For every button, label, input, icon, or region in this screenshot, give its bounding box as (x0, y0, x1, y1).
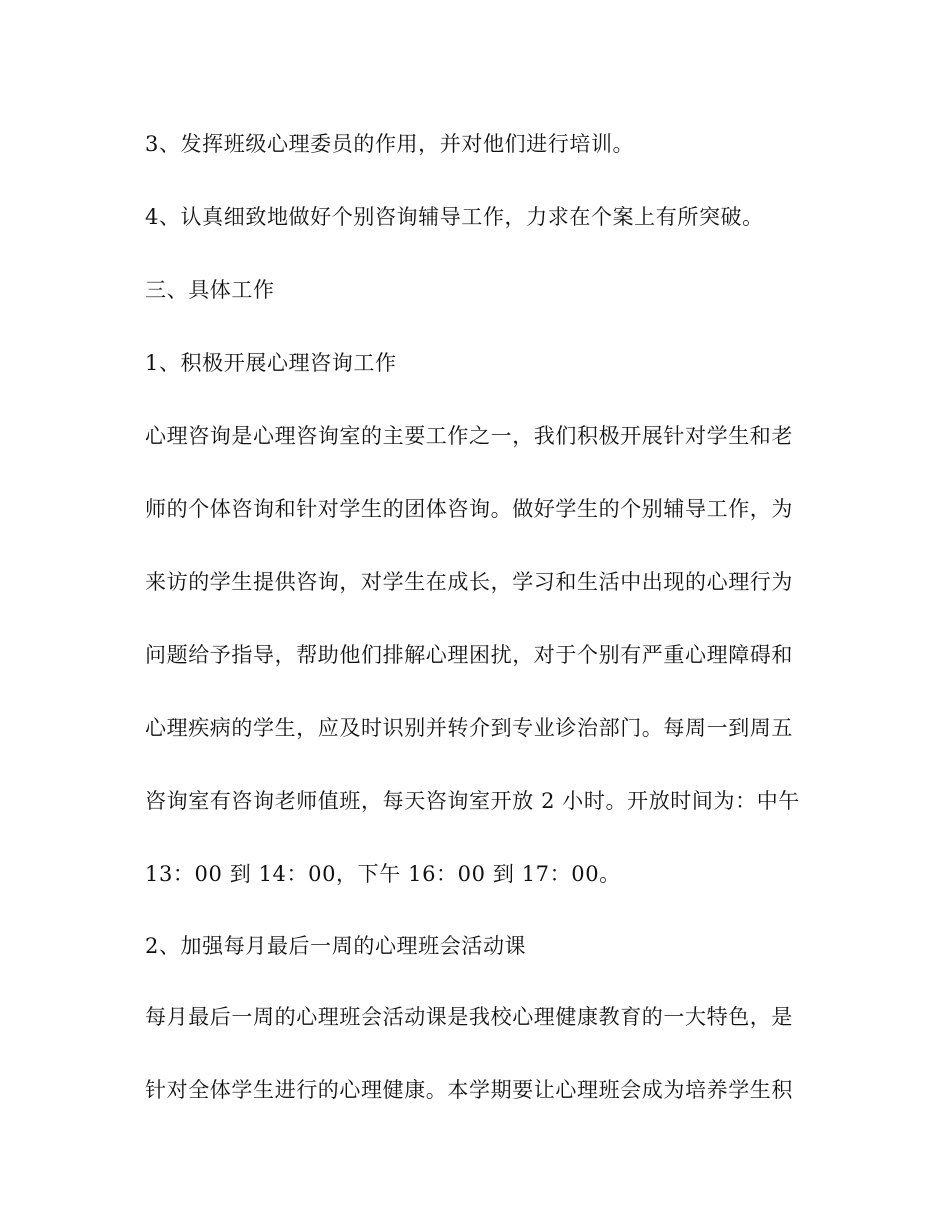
item-4-individual-counseling: 4、认真细致地做好个别咨询辅导工作，力求在个案上有所突破。 (145, 205, 764, 229)
paragraph-line: 心理咨询是心理咨询室的主要工作之一，我们积极开展针对学生和老 (145, 424, 793, 448)
document-body (145, 126, 805, 1145)
paragraph-line: 师的个体咨询和针对学生的团体咨询。做好学生的个别辅导工作，为 (145, 497, 793, 521)
paragraph-line: 来访的学生提供咨询，对学生在成长，学习和生活中出现的心理行为 (145, 570, 793, 594)
subheading-1-counseling-work: 1、积极开展心理咨询工作 (145, 351, 397, 375)
item-3-train-psych-committee: 3、发挥班级心理委员的作用，并对他们进行培训。 (145, 132, 635, 156)
paragraph-line: 咨询室有咨询老师值班，每天咨询室开放 2 小时。开放时间为：中午 (145, 789, 800, 813)
paragraph-line: 每月最后一周的心理班会活动课是我校心理健康教育的一大特色，是 (145, 1005, 793, 1029)
section-heading-specific-work: 三、具体工作 (145, 278, 275, 302)
subheading-2-class-meeting: 2、加强每月最后一周的心理班会活动课 (145, 934, 527, 958)
paragraph-line: 针对全体学生进行的心理健康。本学期要让心理班会成为培养学生积 (145, 1078, 793, 1102)
paragraph-line: 心理疾病的学生，应及时识别并转介到专业诊治部门。每周一到周五 (145, 716, 793, 740)
paragraph-line: 问题给予指导，帮助他们排解心理困扰，对于个别有严重心理障碍和 (145, 643, 793, 667)
paragraph-line: 13：00 到 14：00，下午 16：00 到 17：00。 (145, 862, 621, 886)
